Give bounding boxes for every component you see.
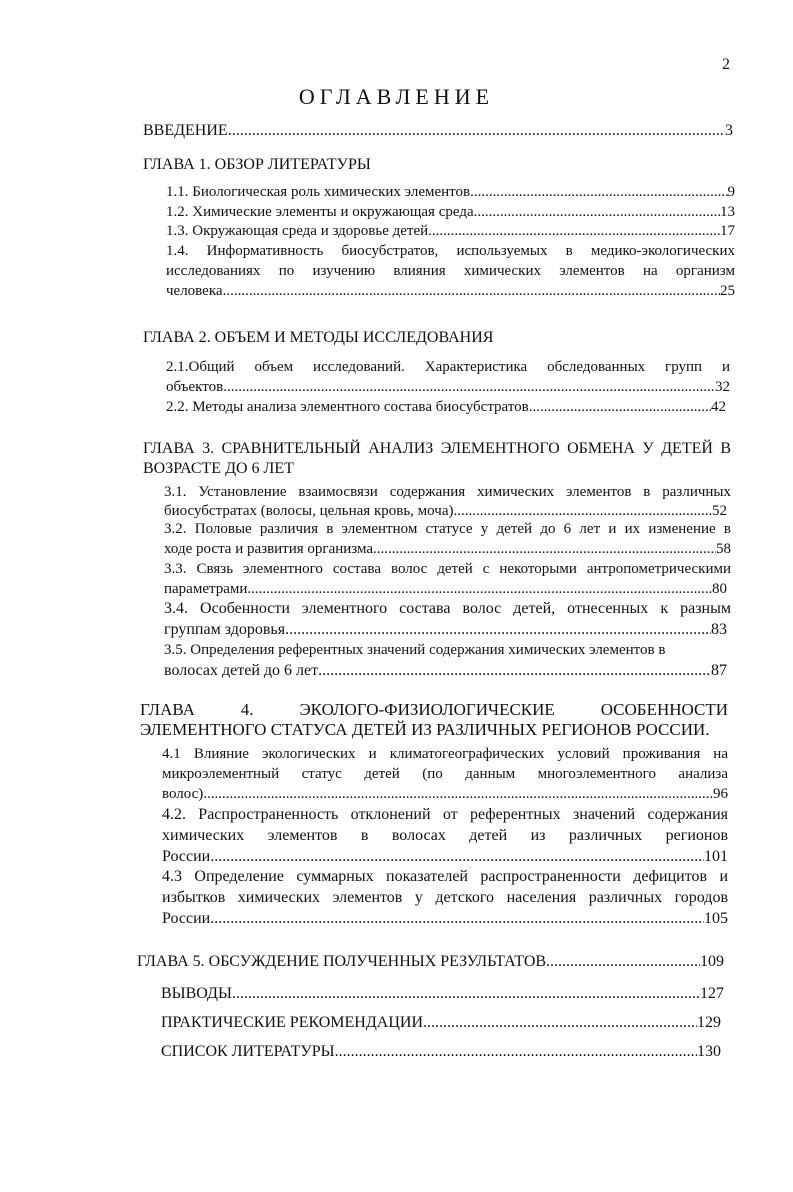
toc-entry-recommendations[interactable]: ПРАКТИЧЕСКИЕ РЕКОМЕНДАЦИИ ..... 129 bbox=[161, 1014, 721, 1032]
toc-entry-conclusions[interactable]: ВЫВОДЫ ..... 127 bbox=[161, 985, 724, 1003]
toc-entry-1-4-line1: 1.4. Информативность биосубстратов, используемых в медико-экологических bbox=[166, 243, 735, 259]
toc-entry-3-2-line1: 3.2. Половые различия в элементном статусе у детей до 6 лет и их изменение в bbox=[164, 521, 731, 537]
toc-entry-2-1[interactable]: объектов ..... 32 bbox=[166, 378, 730, 397]
toc-entry-1-2[interactable]: 1.2. Химические элементы и окружающая среда ..... 13 bbox=[166, 203, 735, 222]
toc-entry-4-1-line2: микроэлементный статус детей (по данным многоэлементного анализа bbox=[162, 766, 728, 782]
toc-entry-3-3[interactable]: параметрами ..... 80 bbox=[164, 580, 727, 599]
toc-entry-references[interactable]: СПИСОК ЛИТЕРАТУРЫ ..... 130 bbox=[161, 1043, 721, 1061]
page-number: 2 bbox=[722, 56, 730, 73]
toc-entry-4-2[interactable]: России ..... 101 bbox=[162, 847, 728, 867]
chapter-1-heading: ГЛАВА 1. ОБЗОР ЛИТЕРАТУРЫ bbox=[143, 156, 371, 173]
toc-entry-3-1[interactable]: биосубстратах (волосы, цельная кровь, моча) ..... 52 bbox=[164, 502, 727, 521]
chapter-2-heading: ГЛАВА 2. ОБЪЕМ И МЕТОДЫ ИССЛЕДОВАНИЯ bbox=[143, 329, 494, 346]
toc-entry-1-1[interactable]: 1.1. Биологическая роль химических элементов ..... 9 bbox=[166, 183, 735, 202]
toc-page: 3 bbox=[725, 122, 733, 139]
toc-entry-4-2-line2: химических элементов в волосах детей из различных регионов bbox=[162, 827, 728, 844]
chapter-4-heading-line2: ЭЛЕМЕНТНОГО СТАТУСА ДЕТЕЙ ИЗ РАЗЛИЧНЫХ РЕГИОНОВ РОССИИ. bbox=[140, 720, 710, 739]
toc-entry-3-2[interactable]: ходе роста и развития организма ..... 58 bbox=[164, 540, 731, 559]
toc-entry-3-1-line1: 3.1. Установление взаимосвязи содержания химических элементов в различных bbox=[164, 484, 731, 500]
toc-entry-2-2[interactable]: 2.2. Методы анализа элементного состава биосубстратов ..... 42 bbox=[166, 398, 726, 417]
page-title: ОГЛАВЛЕНИЕ bbox=[298, 84, 495, 109]
toc-entry-chapter-5[interactable]: ГЛАВА 5. ОБСУЖДЕНИЕ ПОЛУЧЕННЫХ РЕЗУЛЬТАТОВ ..... 109 bbox=[137, 953, 724, 971]
toc-entry-2-1-line1: 2.1.Общий объем исследований. Характеристика обследованных групп и bbox=[166, 359, 730, 375]
chapter-3-heading-line2: ВОЗРАСТЕ ДО 6 ЛЕТ bbox=[143, 460, 294, 477]
toc-entry-4-3-line1: 4.3 Определение суммарных показателей распространенности дефицитов и bbox=[162, 868, 728, 885]
toc-entry-4-1-line1: 4.1 Влияние экологических и климатогеографических условий проживания на bbox=[162, 746, 728, 762]
toc-entry-4-3[interactable]: России ..... 105 bbox=[162, 909, 728, 929]
toc-label: ВВЕДЕНИЕ bbox=[143, 122, 228, 139]
toc-entry-1-3[interactable]: 1.3. Окружающая среда и здоровье детей ..... 17 bbox=[166, 222, 735, 241]
chapter-3-heading-line1: ГЛАВА 3. СРАВНИТЕЛЬНЫЙ АНАЛИЗ ЭЛЕМЕНТНОГО ОБМЕНА У ДЕТЕЙ В bbox=[143, 440, 731, 457]
toc-entry-1-4[interactable]: человека ..... 25 bbox=[166, 282, 735, 301]
toc-entry-3-4-line1: 3.4. Особенности элементного состава волос детей, отнесенных к разным bbox=[164, 600, 731, 617]
chapter-4-heading-line1: ГЛАВА 4. ЭКОЛОГО-ФИЗИОЛОГИЧЕСКИЕ ОСОБЕННОСТИ bbox=[140, 700, 728, 719]
toc-entry-3-5[interactable]: волосах детей до 6 лет ..... 87 bbox=[164, 661, 727, 681]
toc-entry-3-5-line1: 3.5. Определения референтных значений содержания химических элементов в bbox=[164, 642, 666, 658]
toc-entry-4-1[interactable]: волос) ..... 96 bbox=[162, 785, 728, 804]
toc-entry-3-3-line1: 3.3. Связь элементного состава волос детей с некоторыми антропометрическими bbox=[164, 561, 731, 577]
toc-entry-4-3-line2: избытков химических элементов у детского населения различных городов bbox=[162, 889, 728, 906]
toc-entry-1-4-line2: исследованиях по изучению влияния химических элементов на организм bbox=[166, 263, 735, 279]
toc-entry-3-4[interactable]: группам здоровья ..... 83 bbox=[164, 620, 727, 640]
toc-entry-4-2-line1: 4.2. Распространенность отклонений от референтных значений содержания bbox=[162, 806, 728, 823]
toc-entry-introduction[interactable] bbox=[143, 122, 733, 140]
